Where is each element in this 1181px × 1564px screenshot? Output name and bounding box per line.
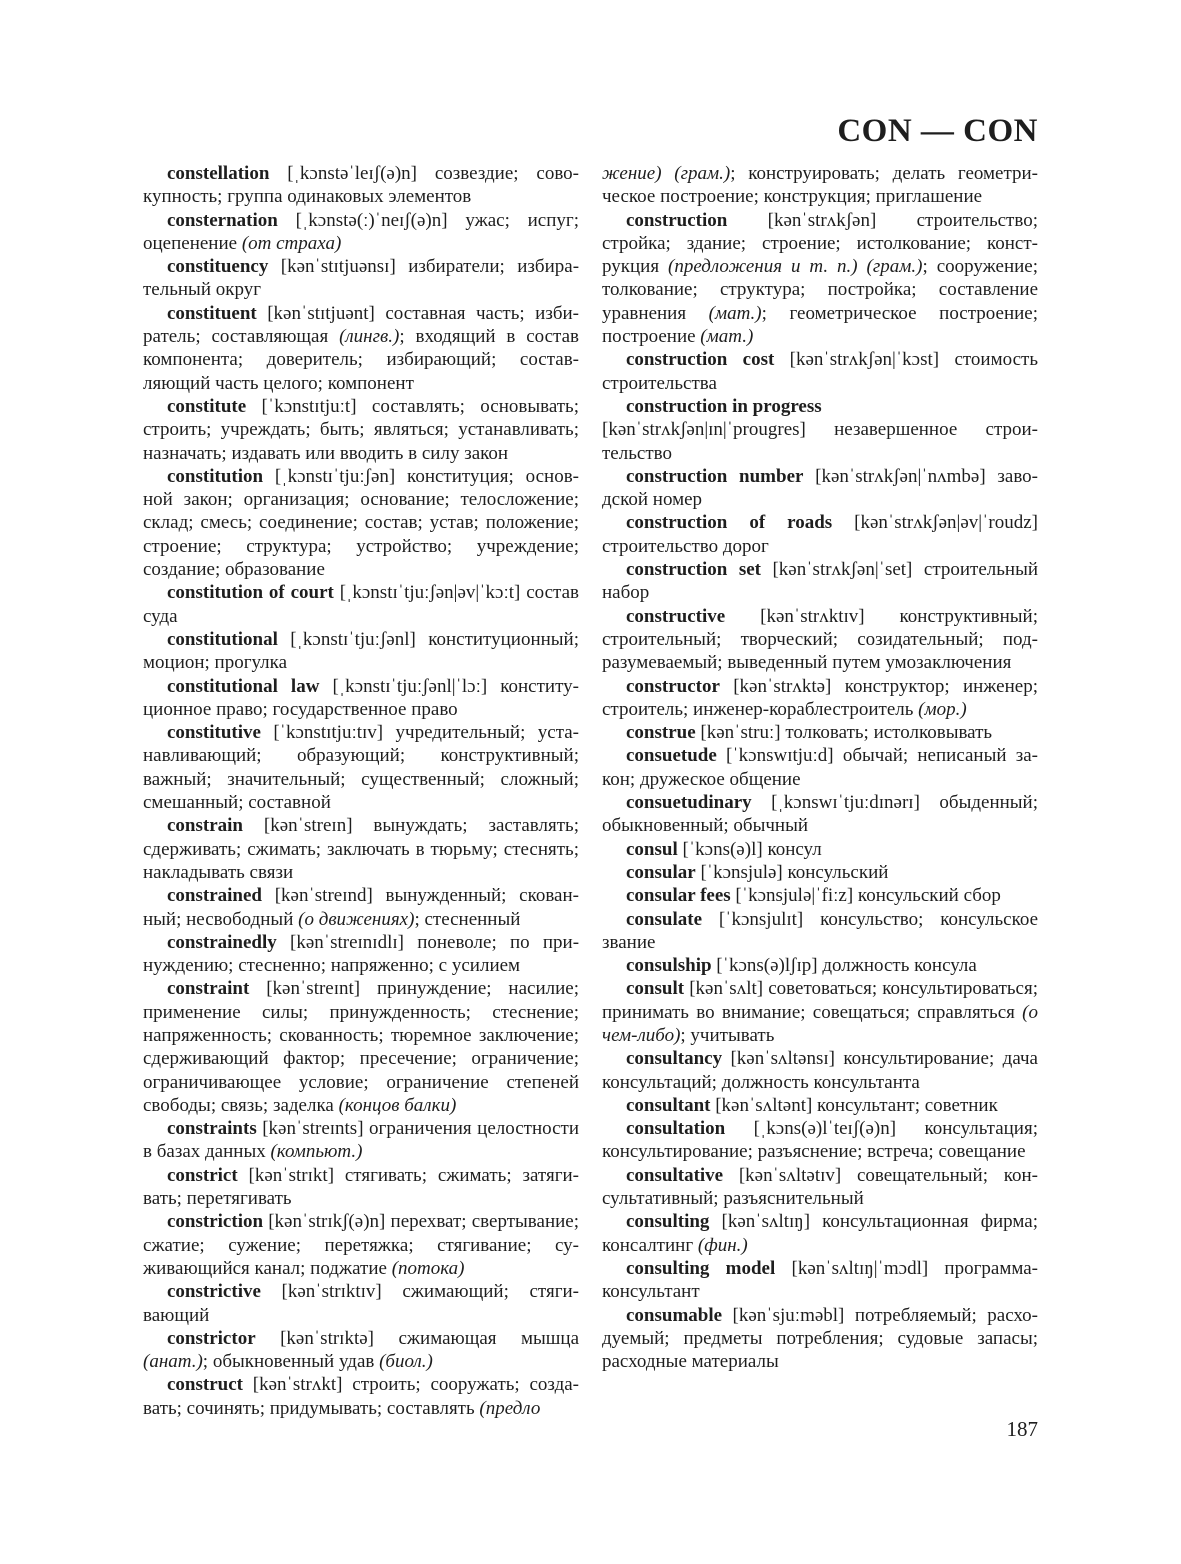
entry-label: (мат.) [700,326,754,348]
entry-label: (концов балки) [338,1094,457,1116]
entry-definition: потребляемый; расходуемый; предметы потребления; судовые запасы; расходные материалы [602,1304,1038,1373]
entry-definition: незавершенное строительство [602,419,1038,464]
entry-definition: ; стесненный [414,908,521,930]
entry-pronunciation: [kənˈstrɪkt] [237,1164,345,1186]
dictionary-entry [143,1280,579,1327]
entry-definition: программа-консультант [602,1257,1038,1303]
entry-headword: constrictor [167,1327,256,1349]
dictionary-entry [602,511,1038,558]
entry-headword: construe [626,722,696,744]
dictionary-entry [602,1047,1038,1094]
entry-definition: ; конструировать; делать геометрическое построение; конструкция; приглашение [602,163,1038,208]
dictionary-entry [143,884,579,931]
dictionary-entry [602,558,1038,605]
entry-headword: consult [626,978,685,1000]
entry-definition: заводской номер [602,465,1038,511]
dictionary-entry [602,675,1038,722]
left-column [143,162,579,1420]
entry-label: (потока) [391,1257,465,1279]
entry-headword: consulting model [626,1257,776,1279]
entry-definition: ; сооружение; толкование; структура; постройка; составление уравнения [602,256,1038,324]
entry-pronunciation: [kənˈstrʌkʃən|ˈkɔst] [774,349,955,371]
entry-pronunciation: [ˌkɔnstɪˈtjuːʃənl|ˈlɔː] [319,675,501,697]
entry-headword: consul [626,838,678,860]
entry-headword: consuetudinary [626,792,752,814]
entry-pronunciation: [kənˈstɪtjuənsɪ] [268,256,409,278]
entry-definition: строительный набор [602,559,1039,604]
entry-headword: construction [626,209,728,231]
entry-definition: ; геометрическое построение; построение [602,302,1038,348]
entry-definition: конституционное право; государственное право [143,675,579,720]
entry-pronunciation: [kənˈsʌltɪŋ|ˈmɔdl] [775,1257,945,1279]
dictionary-entry [602,791,1038,838]
entry-headword: construct [167,1374,243,1396]
entry-pronunciation: [kənˈsʌltənsɪ] [722,1048,844,1070]
entry-definition: консул [767,838,822,860]
entry-definition: толковать; истолковывать [785,722,993,744]
dictionary-entry [143,395,579,465]
entry-headword: constrictive [167,1281,261,1303]
entry-pronunciation: [kənˈstruː] [695,722,786,744]
dictionary-entry [143,1327,579,1374]
dictionary-entry [143,581,579,628]
dictionary-entry [602,954,1038,977]
entry-headword: consulship [626,955,712,977]
dictionary-entry [602,348,1038,395]
entry-label: (от страха) [241,232,342,254]
dictionary-entry [143,675,579,722]
entry-definition: обыденный; обыкновенный; обычный [602,792,1038,837]
entry-definition: составная часть; избиратель; составляющая [143,302,579,348]
entry-headword: constructor [626,675,720,697]
dictionary-entry [143,255,579,302]
entry-headword: constellation [167,163,270,184]
entry-definition: строительство дорог [602,535,769,557]
dictionary-entry [602,209,1038,349]
dictionary-entry [602,418,1038,465]
entry-pronunciation: [kənˈsʌltənt] [710,1094,818,1116]
entry-headword: constituent [167,302,257,324]
entry-definition: ; обыкновенный удав [202,1351,380,1373]
entry-headword: constraints [167,1118,257,1140]
entry-headword: constitute [167,395,247,417]
entry-label: (о движениях) [298,908,415,930]
entry-headword: construction in progress [626,395,822,417]
dictionary-entry [143,931,579,978]
entry-definition: составлять; основывать; строить; учреждать; быть; являться; устанавливать; назначать; издавать или вводить в силу закон [143,395,580,464]
dictionary-entry [143,209,579,256]
dictionary-entry [602,1257,1038,1304]
entry-pronunciation: [kənˈstreɪn] [243,815,374,837]
dictionary-entry [143,162,579,209]
entry-pronunciation: [ˈkɔns(ə)lʃɪp] [711,955,823,977]
dictionary-entry [143,465,579,581]
entry-pronunciation: [kənˈstrʌkʃən|ˈnʌmbə] [803,465,998,487]
entry-pronunciation: [kənˈstrɪktə] [255,1327,399,1349]
dictionary-entry [143,814,579,884]
entry-definition: учредительный; устанавливающий; образующий; конструктивный; важный; значительный; существенный; сложный; смешанный; составной [143,722,579,814]
entry-headword: consultancy [626,1048,723,1070]
entry-pronunciation: [kənˈstrʌkʃən|ˈset] [760,559,924,581]
entry-definition: консульство; консульское звание [602,908,1038,953]
entry-pronunciation: [kənˈstrʌktɪv] [725,605,900,627]
entry-headword: constrained [167,885,262,907]
entry-headword: constructive [626,605,726,627]
entry-pronunciation: [ˈkɔnsjulə] [695,861,788,883]
entry-headword: constraint [167,978,250,1000]
entry-headword: construction of roads [626,512,833,534]
entry-definition: советоваться; консультироваться; принимать во внимание; совещаться; справляться [602,978,1038,1023]
entry-headword: consular [626,861,696,883]
entry-definition: ; учитывать [680,1024,775,1046]
dictionary-entry [602,838,1038,861]
entry-headword: consultation [626,1118,726,1140]
entry-pronunciation: [kənˈstrʌkt] [242,1374,353,1396]
dictionary-entry [143,1210,579,1280]
entry-pronunciation: [kənˈsʌlt] [684,978,769,1000]
dictionary-entry [143,977,579,1117]
entry-pronunciation: [ˈkɔnstɪtjuːt] [246,395,372,417]
running-head: CON — CON [837,113,1038,149]
dictionary-entry [602,908,1038,955]
entry-definition: конституция; основной закон; организация; основание; телосложение; склад; смесь; соединение; состав; устав; положение; строение; структура; устройство; учреждение; создание; образование [143,465,579,581]
dictionary-entry [602,1094,1038,1117]
entry-pronunciation: [ˌkɔnstɪˈtjuːʃən] [263,465,408,487]
entry-pronunciation: [kənˈstreɪnts] [256,1118,370,1140]
entry-definition: строительство; стройка; здание; строение; истолкование; конструкция [602,209,1038,278]
dictionary-entry [143,302,579,395]
entry-pronunciation: [kənˈstreɪnd] [262,885,386,907]
entry-definition: консульский [787,861,889,883]
entry-pronunciation: [ˈkɔns(ə)l] [677,838,768,860]
entry-pronunciation: [ˌkɔnstɪˈtjuːʃənl] [277,628,429,650]
dictionary-entry [602,977,1038,1047]
page-number: 187 [1006,1417,1038,1441]
entry-pronunciation: [kənˈstɪtjuənt] [256,302,386,324]
dictionary-entry [602,744,1038,791]
dictionary-entry [602,1117,1038,1164]
entry-headword: consultative [626,1164,724,1186]
entry-definition: состав суда [143,582,579,627]
entry-definition: консульский сбор [857,885,1001,907]
entry-definition: совещательный; консультативный; разъяснительный [602,1164,1038,1210]
entry-headword: consultant [626,1094,711,1116]
dictionary-entry [602,605,1038,675]
entry-definition: консультационная фирма; консалтинг [602,1211,1038,1256]
dictionary-entry [602,162,1038,209]
entry-label: (анат.) [143,1351,203,1373]
dictionary-entry [602,1164,1038,1211]
entry-headword: constriction [167,1211,264,1233]
entry-definition: конструктивный; строительный; творческий; созидательный; подразумеваемый; выведенный путем умозаключения [602,605,1038,674]
entry-pronunciation: [ˌkɔnstəˈleɪʃ(ə)n] [269,163,435,184]
entry-definition: избиратели; избирательный округ [143,256,580,301]
entry-definition: сжимающая мышца [398,1327,579,1349]
entry-definition: вынуждать; заставлять; сдерживать; сжимать; заключать в тюрьму; стеснять; накладывать связи [143,815,579,883]
entry-headword: consulting [626,1211,710,1233]
entry-definition: принуждение; насилие; применение силы; принужденность; стеснение; напряженность; скованность; тюремное заключение; сдерживающий фактор; пресечение; ограничение; ограничивающее условие; ограничение степеней свободы; связь; заделка [143,978,579,1116]
entry-label: (компьют.) [270,1141,363,1163]
entry-definition: поневоле; по принуждению; стесненно; напряженно; с усилием [143,931,580,977]
dictionary-entry [143,628,579,675]
entry-headword: constituency [167,256,269,278]
entry-pronunciation: [kənˈstrʌkʃən] [727,209,917,231]
entry-headword: constitution [167,465,264,487]
entry-label: (предло [479,1397,541,1419]
entry-pronunciation: [ˈkɔnstɪtjuːtɪv] [260,722,396,744]
right-column [602,162,1038,1373]
entry-definition: стоимость строительства [602,349,1038,394]
entry-definition: стягивать; сжимать; затягивать; перетягивать [143,1164,579,1210]
entry-headword: constrainedly [167,931,277,953]
entry-pronunciation: [kənˈstrɪkʃ(ə)n] [263,1211,391,1233]
entry-headword: consternation [167,209,278,231]
entry-definition: консультирование; дача консультаций; должность консультанта [602,1048,1038,1093]
entry-pronunciation: [kənˈsʌltətɪv] [723,1164,857,1186]
dictionary-entry [143,1164,579,1211]
entry-pronunciation: [kənˈsjuːməbl] [722,1304,855,1326]
entry-label: (биол.) [379,1351,433,1373]
entry-headword: consular fees [626,885,731,907]
entry-label: (фин.) [697,1234,748,1256]
dictionary-entry [602,1210,1038,1257]
entry-headword: construction number [626,465,804,487]
entry-label: (предложения и т. п.) (грам.) [668,256,923,278]
entry-label: (лингв.) [339,326,400,348]
entry-pronunciation: [kənˈstreɪnɪdlɪ] [276,931,418,953]
entry-label: (мор.) [918,698,967,720]
entry-pronunciation: [kənˈstrʌkʃən|ɪn|ˈprougres] [602,419,835,441]
dictionary-entry [602,1304,1038,1374]
entry-headword: constitutive [167,722,261,744]
entry-definition: сжимающий; стягивающий [143,1281,579,1326]
entry-definition: конституционный; моцион; прогулка [143,628,579,674]
entry-headword: constitutional law [167,675,320,697]
entry-headword: consuetude [626,745,717,767]
entry-pronunciation: [ˌkɔnstɪˈtjuːʃən|əv|ˈkɔːt] [333,582,527,604]
entry-definition: консультант; советник [817,1094,998,1116]
entry-pronunciation: [ˈkɔnsjulɪt] [702,908,821,930]
entry-headword: consumable [626,1304,723,1326]
dictionary-entry [602,884,1038,907]
dictionary-entry [143,1117,579,1164]
entry-pronunciation: [ˌkɔns(ə)lˈteɪʃ(ə)n] [725,1118,925,1140]
entry-definition: перехват; свертывание; сжатие; сужение; перетяжка; стягивание; суживающийся канал; поджатие [143,1211,579,1279]
dictionary-entry [143,1373,579,1420]
entry-pronunciation: [ˈkɔnsjulə|ˈfiːz] [730,885,858,907]
entry-headword: constitution of court [167,582,334,604]
entry-headword: constitutional [167,628,278,650]
entry-definition: созвездие; совокупность; группа одинаковых элементов [143,163,579,208]
entry-pronunciation: [kənˈstrʌkʃən|əv|ˈroudz] [832,512,1038,534]
dictionary-entry [143,721,579,814]
entry-headword: constrict [167,1164,238,1186]
entry-pronunciation: [ˌkɔnstə(ː)ˈneɪʃ(ə)n] [277,209,466,231]
entry-pronunciation: [ˌkɔnswɪˈtjuːdɪnərɪ] [751,792,940,814]
dictionary-entry [602,721,1038,744]
entry-pronunciation: [kənˈstrʌktə] [719,675,845,697]
entry-definition: ограничения целостности в базах данных [143,1118,579,1163]
entry-definition: вынужденный; скованный; несвободный [143,885,579,930]
entry-headword: consulate [626,908,702,930]
entry-definition: строить; сооружать; создавать; сочинять; придумывать; составлять [143,1374,579,1419]
entry-headword: constrain [167,815,243,837]
dictionary-entry [602,861,1038,884]
dictionary-entry [602,395,1038,418]
dictionary-entry [602,465,1038,512]
entry-pronunciation: [ˈkɔnswɪtjuːd] [716,745,843,767]
entry-label: (мат.) [708,302,762,324]
entry-label: жение) (грам.) [602,163,731,184]
entry-headword: construction cost [626,349,775,371]
entry-label: (о чем-либо) [602,1001,1038,1046]
entry-pronunciation: [kənˈsʌltɪŋ] [709,1211,823,1233]
entry-definition: обычай; неписаный закон; дружеское общение [602,745,1038,790]
entry-definition: должность консула [822,955,977,977]
entry-pronunciation: [kənˈstrɪktɪv] [260,1281,403,1303]
entry-definition: ; входящий в состав компонента; доверитель; избирающий; составляющий часть целого; компонент [143,326,579,394]
entry-headword: construction set [626,559,761,581]
entry-definition: ужас; испуг; оцепенение [143,209,579,254]
entry-definition: консультация; консультирование; разъяснение; встреча; совещание [602,1118,1038,1163]
entry-definition: конструктор; инженер; строитель; инженер-кораблестроитель [602,675,1038,720]
entry-pronunciation: [kənˈstreɪnt] [249,978,378,1000]
